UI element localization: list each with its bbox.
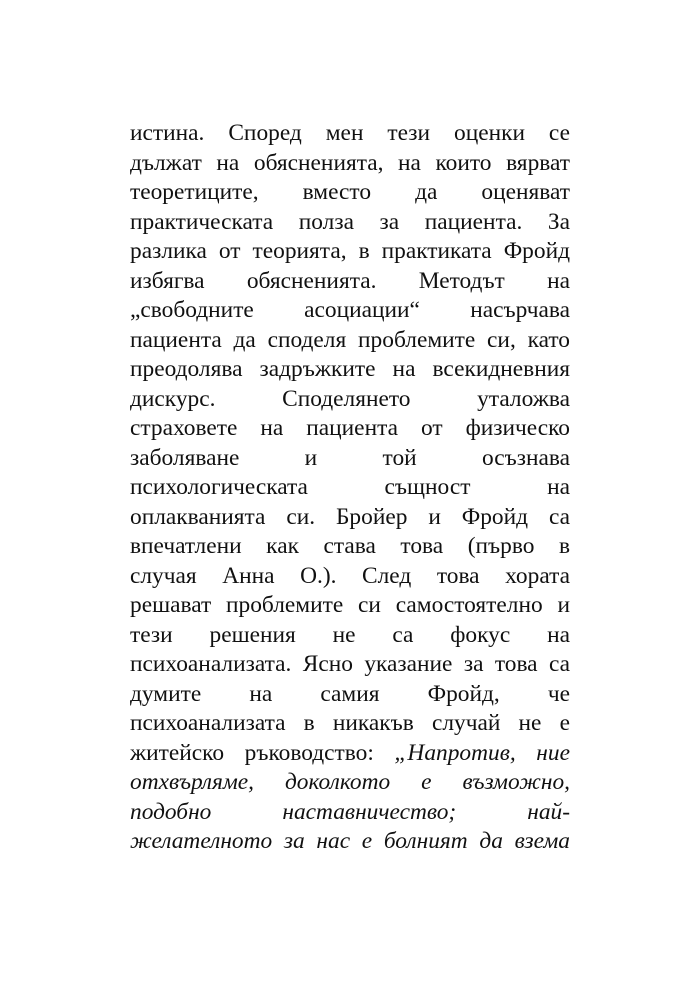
quote-line: отхвърляме, доколкото е възможно, bbox=[130, 769, 570, 795]
text-line: психоанализата в никакъв случай не е bbox=[130, 710, 570, 736]
text-line: случая Анна О.). След това хората bbox=[130, 562, 570, 589]
text-segment-plain: житейско ръководство: bbox=[130, 739, 395, 766]
quote-line: желателното за нас е болният да взема bbox=[130, 828, 570, 854]
text-line: заболяване и той осъзнава bbox=[130, 444, 570, 471]
body-text bbox=[130, 119, 570, 857]
text-line: истина. Според мен тези оценки се bbox=[130, 120, 570, 146]
text-line: думите на самия Фройд, че bbox=[130, 680, 570, 707]
text-line: разлика от теорията, в практиката Фройд bbox=[130, 238, 570, 264]
text-line-mixed bbox=[130, 739, 570, 769]
text-line: оплакванията си. Бройер и Фройд са bbox=[130, 503, 570, 530]
text-line: дискурс. Споделянето уталожва bbox=[130, 385, 570, 412]
text-line: пациента да споделя проблемите си, като bbox=[130, 326, 570, 353]
text-line: психологическата същност на bbox=[130, 474, 570, 500]
text-line: тези решения не са фокус на bbox=[130, 621, 570, 648]
text-line: преодолява задръжките на всекидневния bbox=[130, 356, 570, 382]
text-line: психоанализата. Ясно указание за това са bbox=[130, 651, 570, 677]
text-line: практическата полза за пациента. За bbox=[130, 208, 570, 235]
text-line: дължат на обясненията, на които вярват bbox=[130, 149, 570, 176]
text-line: решават проблемите си самостоятелно и bbox=[130, 592, 570, 618]
quote-line: подобно наставничество; най- bbox=[130, 798, 570, 825]
text-line: теоретиците, вместо да оценяват bbox=[130, 179, 570, 205]
text-line: страховете на пациента от физическо bbox=[130, 415, 570, 441]
text-line: „свободните асоциации“ насърчава bbox=[130, 297, 570, 323]
text-line: избягва обясненията. Методът на bbox=[130, 267, 570, 294]
quote-segment-italic: „Напротив, ние bbox=[394, 739, 570, 766]
text-line: впечатлени как става това (първо в bbox=[130, 533, 570, 559]
